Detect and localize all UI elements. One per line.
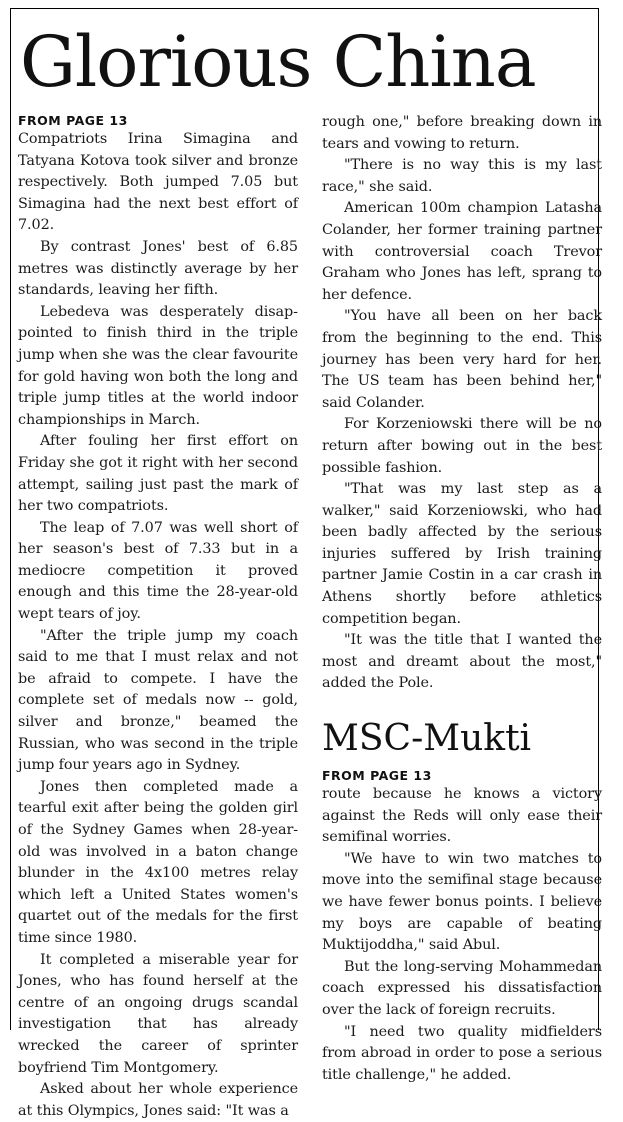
frame-top-rule: [10, 8, 599, 9]
left-column: [18, 112, 298, 1122]
paragraph: route because he knows a victory against the Reds will only ease their semifinal worries.: [322, 786, 602, 846]
paragraph: By contrast Jones' best of 6.85 metres was distinctly average by her standards, leaving her fifth.: [18, 238, 298, 299]
second-article-headline: MSC-Mukti: [322, 718, 532, 760]
paragraph: After fouling her first effort on Friday she got it right with her second attempt, sailing just past the mark of her two compatriots.: [18, 433, 298, 515]
paragraph: American 100m champion Latasha Colander, her former training partner with controversial coach Trevor Graham who Jones has left, sprang to her defence.: [322, 200, 602, 303]
paragraph: "You have all been on her back from the beginning to the end. This journey has been very hard for her. The US team has been behind her," said Colander.: [322, 308, 602, 411]
paragraph: rough one," before breaking down in tears and vowing to return.: [322, 114, 602, 152]
paragraph: Asked about her whole experience at this Olympics, Jones said: "It was a: [18, 1081, 298, 1119]
paragraph: "That was my last step as a walker," said Korzeniowski, who had been badly affected by the serious injuries suffered by Irish training partner Jamie Costin in a car crash in Athens shortly before athletics competition began.: [322, 481, 602, 627]
paragraph: "I need two quality midfielders from abroad in order to pose a serious title challenge," he added.: [322, 1023, 602, 1083]
right-column: [322, 112, 602, 1086]
second-article-kicker: FROM PAGE 13: [322, 768, 432, 784]
paragraph: "We have to win two matches to move into the semifinal stage because we have fewer bonus points. I believe my boys are capable of beating Muktijoddha," said Abul.: [322, 850, 602, 954]
paragraph: "After the triple jump my coach said to me that I must relax and not be afraid to compete. I have the complete set of medals now -- gold, silver and bronze," beamed the Russian, who was second in the triple jump four years ago in Sydney.: [18, 627, 298, 774]
paragraph: For Korzeniowski there will be no return after bowing out in the best possible fashion.: [322, 416, 602, 476]
paragraph: The leap of 7.07 was well short of her season's best of 7.33 but in a mediocre competition it proved enough and this time the 28-year-old wept tears of joy.: [18, 519, 298, 623]
paragraph: Lebedeva was desperately disappointed to finish third in the triple jump when she was the clear favourite for gold having won both the long and triple jump titles at the world indoor championships in March.: [18, 303, 298, 428]
paragraph: "It was the title that I wanted the most and dreamt about the most," added the Pole.: [322, 632, 602, 692]
article-headline: Glorious China: [20, 21, 536, 103]
article-kicker: FROM PAGE 13: [18, 113, 128, 128]
paragraph: It completed a miserable year for Jones, who has found herself at the centre of an ongoing drugs scandal investigation that has already wrecked the career of sprinter boyfriend Tim Montgomery.: [18, 951, 298, 1076]
paragraph: But the long-serving Mohammedan coach expressed his dissatisfaction over the lack of foreign recruits.: [322, 958, 602, 1018]
paragraph: Jones then completed made a tearful exit after being the golden girl of the Sydney Games when 28-year-old was involved in a baton change blunder in the 4x100 metres relay which left a United States women's quartet out of the medals for the first time since 1980.: [18, 778, 298, 946]
paragraph: Compatriots Irina Simagina and Tatyana Kotova took silver and bronze respectively. Both jumped 7.05 but Simagina had the next best effort of 7.02.: [18, 131, 298, 234]
frame-left-rule: [10, 8, 11, 1030]
paragraph: "There is no way this is my last race," she said.: [322, 157, 602, 195]
